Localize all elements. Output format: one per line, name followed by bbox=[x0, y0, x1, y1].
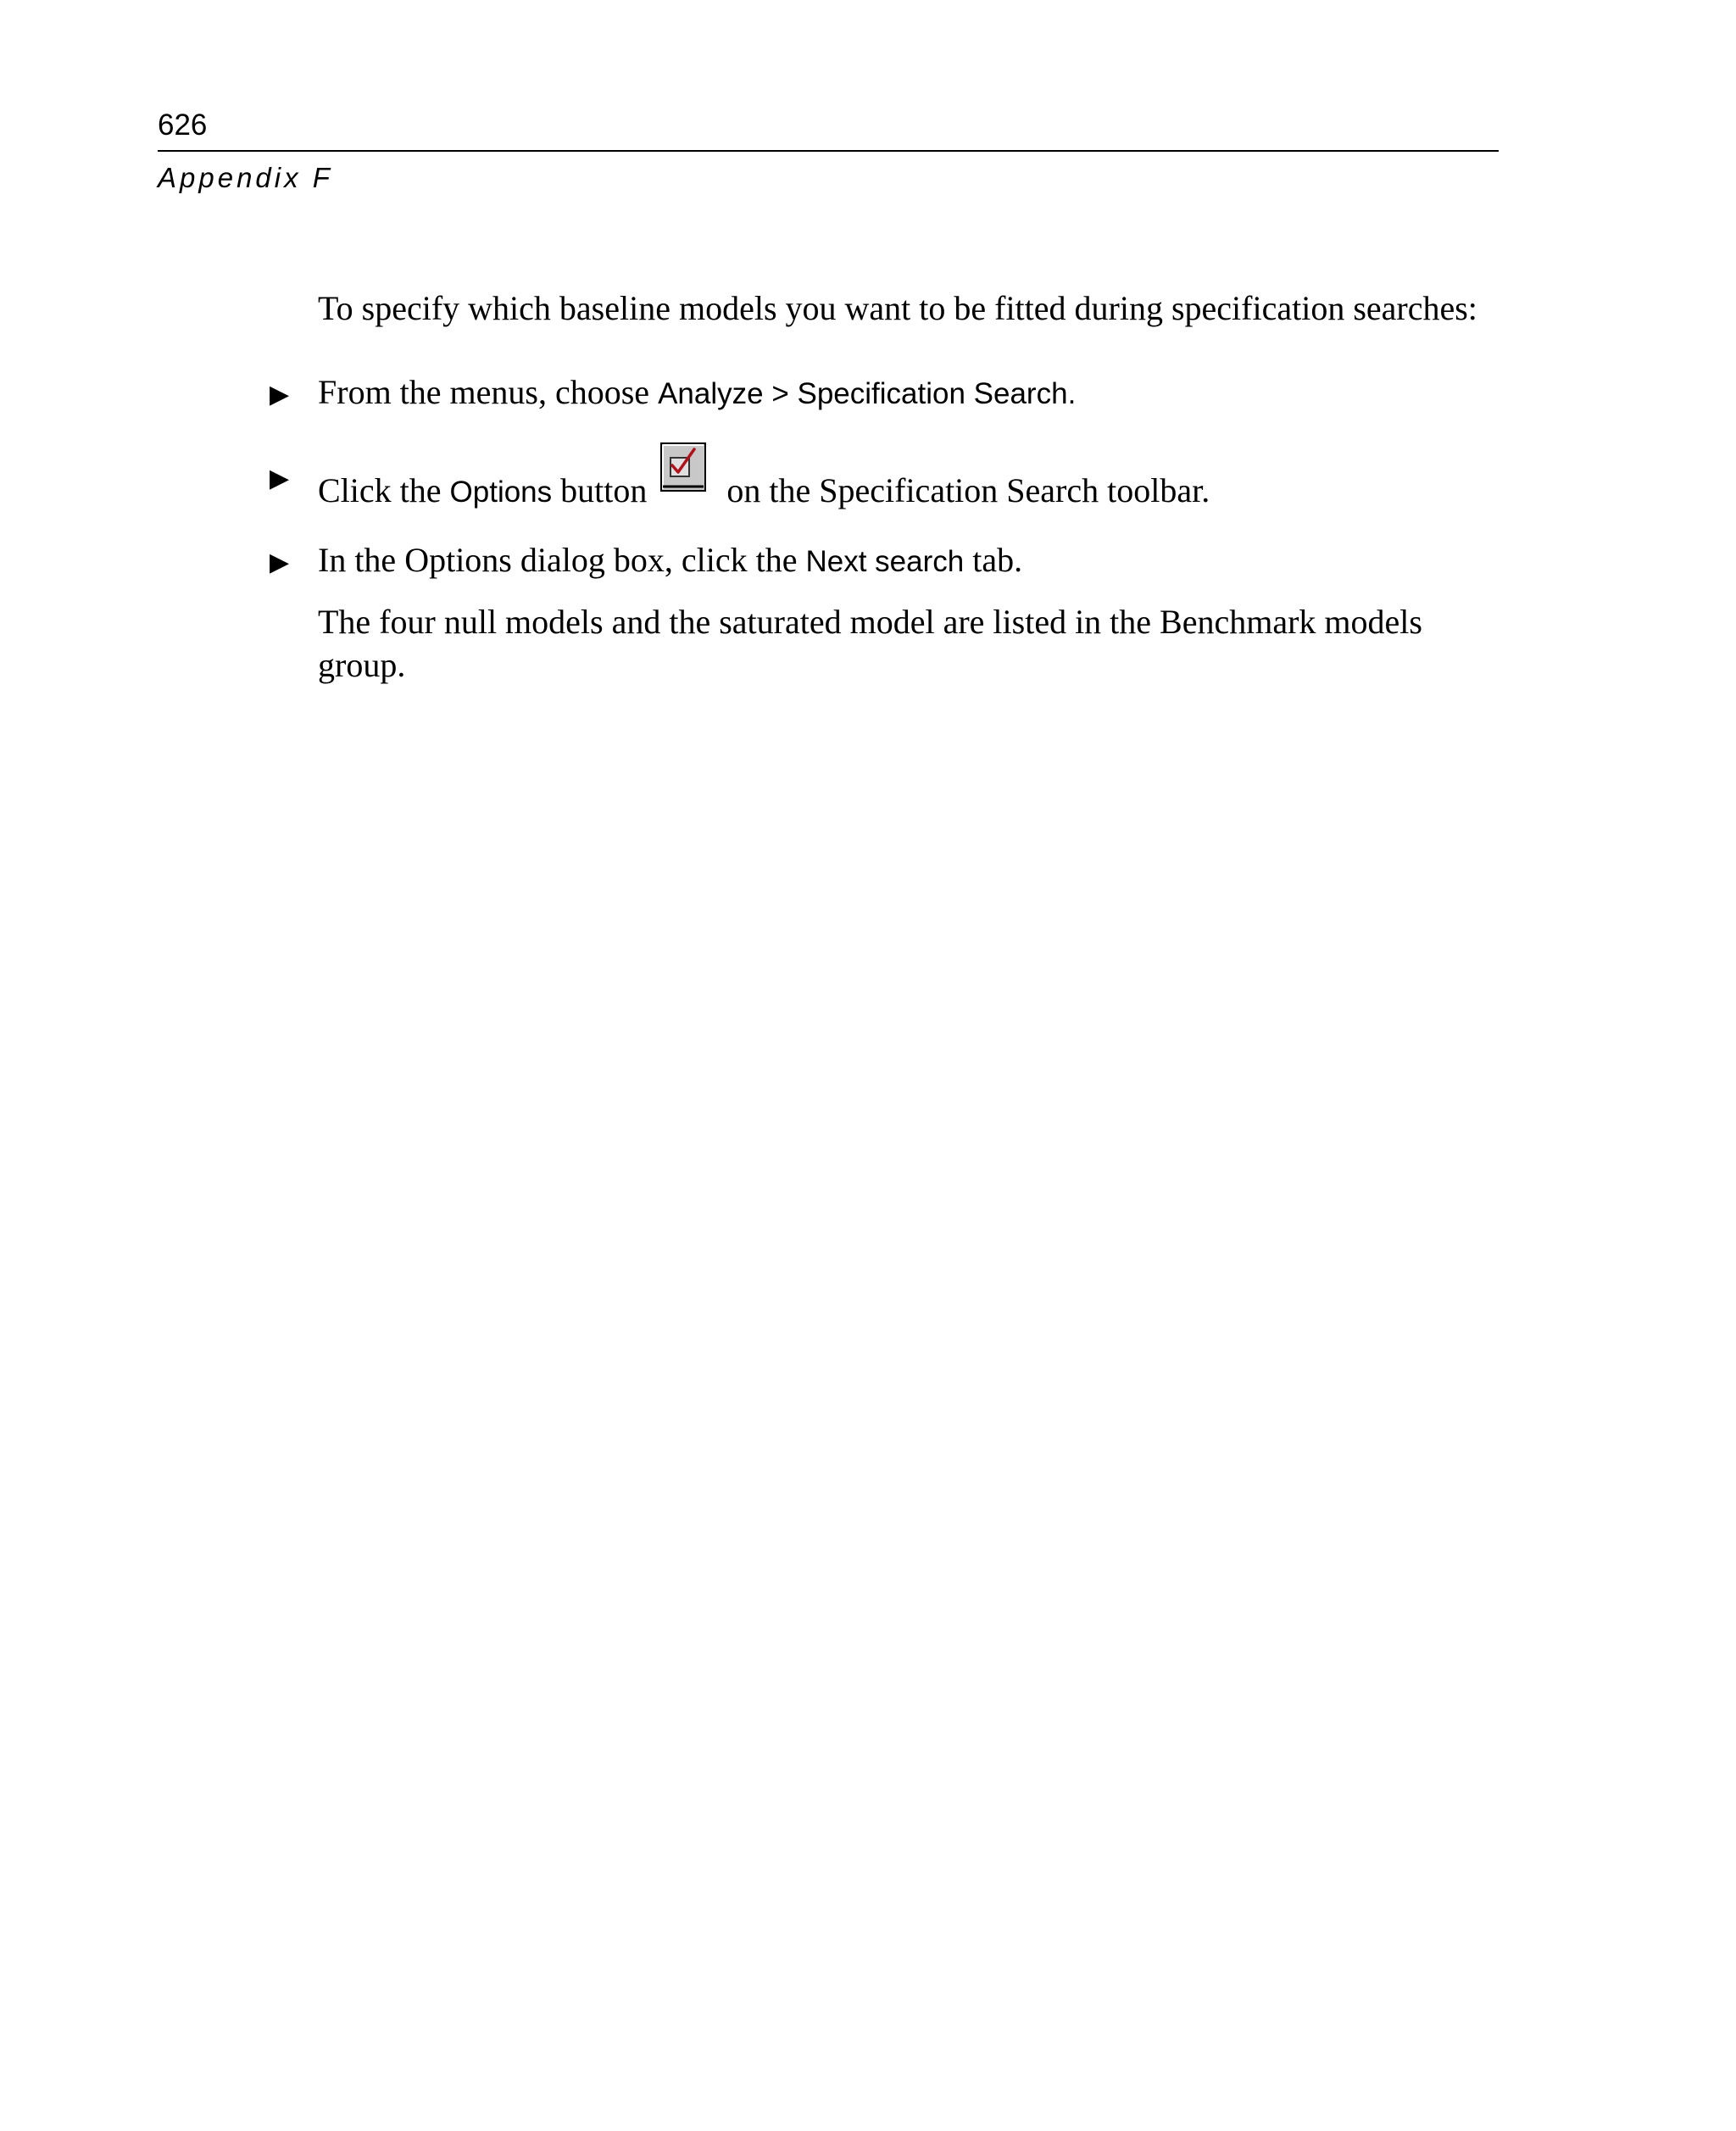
intro-paragraph: To specify which baseline models you want to be fitted during specification searches: bbox=[318, 289, 1477, 327]
step-text: In the Options dialog box, click the bbox=[318, 541, 806, 579]
step-text: on the Specification Search toolbar. bbox=[718, 471, 1210, 509]
bullet-marker: ▶ bbox=[270, 464, 290, 493]
step-1 bbox=[318, 370, 1505, 415]
step-3 bbox=[318, 538, 1505, 583]
ui-term-next-search: Next search bbox=[805, 545, 965, 578]
bullet-marker: ▶ bbox=[270, 380, 290, 409]
running-head: Appendix F bbox=[158, 162, 333, 193]
step-text: . bbox=[1067, 377, 1077, 410]
page-number: 626 bbox=[158, 108, 208, 142]
header-rule bbox=[158, 150, 1499, 152]
step-text: tab. bbox=[964, 541, 1023, 579]
step-2 bbox=[318, 454, 1505, 514]
step-text: Click the bbox=[318, 471, 450, 509]
checkbox-options-icon bbox=[660, 442, 706, 492]
menu-term-specification-search: Specification Search bbox=[797, 377, 1068, 410]
step-text: button bbox=[552, 471, 648, 509]
ui-term-options: Options bbox=[449, 476, 553, 509]
menu-term-analyze: Analyze bbox=[658, 377, 764, 410]
step-text: From the menus, choose bbox=[318, 373, 659, 411]
menu-separator: > bbox=[763, 377, 798, 410]
note-paragraph: The four null models and the saturated model are listed in the Benchmark models group. bbox=[318, 603, 1422, 684]
bullet-marker: ▶ bbox=[270, 548, 290, 577]
